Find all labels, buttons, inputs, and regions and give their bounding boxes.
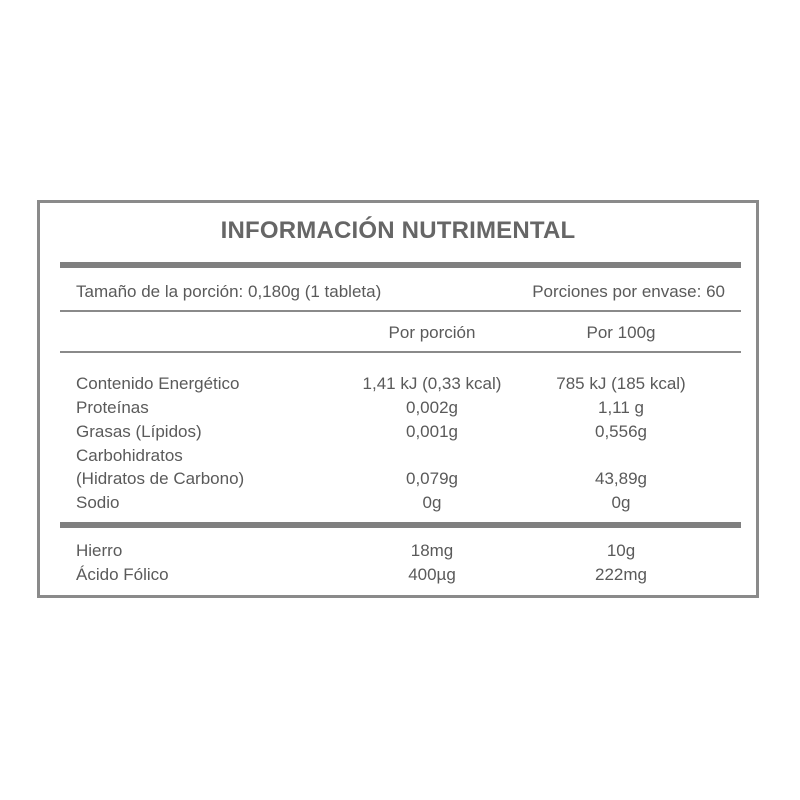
nutrient-per-100g: 1,11 g — [597, 398, 644, 417]
servings-per-container: Porciones por envase: 60 — [532, 282, 725, 301]
nutrient-per-serving: 0g — [422, 493, 442, 512]
column-header-per-100g: Por 100g — [586, 323, 656, 342]
top-thick-divider — [60, 262, 741, 268]
mineral-name: Ácido Fólico — [76, 565, 169, 584]
nutrient-per-serving: 0,079g — [406, 469, 458, 488]
nutrient-per-serving: 1,41 kJ (0,33 kcal) — [362, 374, 502, 393]
nutrient-per-100g: 0,556g — [595, 422, 647, 441]
nutrient-per-100g: 43,89g — [595, 469, 647, 488]
column-header-per-serving: Por porción — [388, 323, 476, 342]
nutrient-per-serving: 0,001g — [406, 422, 458, 441]
nutrient-name-line2: (Hidratos de Carbono) — [76, 469, 245, 488]
header-divider — [60, 310, 741, 312]
panel-title: INFORMACIÓN NUTRIMENTAL — [220, 217, 576, 244]
nutrient-name: Proteínas — [76, 398, 149, 417]
mineral-per-serving: 18mg — [410, 541, 454, 560]
mineral-per-100g: 10g — [606, 541, 636, 560]
nutrient-name: Sodio — [76, 493, 120, 512]
nutrient-per-100g: 785 kJ (185 kcal) — [556, 374, 686, 393]
serving-size: Tamaño de la porción: 0,180g (1 tableta) — [76, 282, 382, 301]
minerals-thick-divider — [60, 522, 741, 528]
mineral-per-serving: 400µg — [408, 565, 456, 584]
nutrient-per-100g: 0g — [611, 493, 631, 512]
nutrient-per-serving: 0,002g — [406, 398, 458, 417]
nutrition-facts-panel — [37, 200, 759, 598]
mineral-per-100g: 222mg — [595, 565, 647, 584]
nutrient-name: Grasas (Lípidos) — [76, 422, 202, 441]
mineral-name: Hierro — [76, 541, 123, 560]
nutrient-name: Contenido Energético — [76, 374, 240, 393]
nutrient-name: Carbohidratos — [76, 446, 183, 465]
columns-divider — [60, 351, 741, 353]
